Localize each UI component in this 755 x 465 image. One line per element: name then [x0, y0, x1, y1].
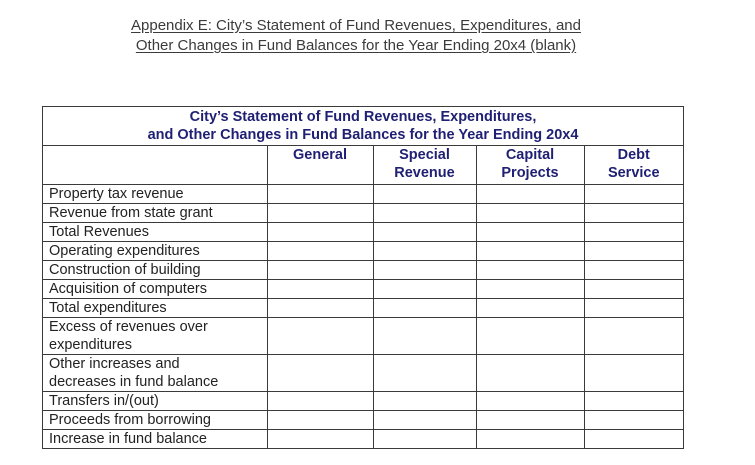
document-title	[0, 16, 712, 56]
table-row	[43, 411, 683, 430]
cell-special-revenue	[373, 355, 476, 392]
cell-general	[267, 280, 373, 299]
row-label	[43, 280, 267, 299]
table-heading-line-2: and Other Changes in Fund Balances for the Year Ending 20x4	[147, 127, 579, 143]
cell-debt-service	[584, 430, 683, 449]
cell-general	[267, 242, 373, 261]
row-label-line-1: Property tax revenue	[49, 186, 184, 202]
cell-special-revenue	[373, 430, 476, 449]
cell-debt-service	[584, 223, 683, 242]
cell-capital-projects	[476, 185, 584, 204]
cell-special-revenue	[373, 204, 476, 223]
cell-general	[267, 318, 373, 355]
column-header-debt-service: Debt Service	[584, 146, 683, 185]
table-row	[43, 318, 683, 355]
table-row	[43, 299, 683, 318]
table-row	[43, 261, 683, 280]
cell-general	[267, 299, 373, 318]
row-label-line-1: Total Revenues	[49, 224, 149, 240]
cell-special-revenue	[373, 411, 476, 430]
row-label-line-1: Proceeds from borrowing	[49, 412, 211, 428]
cell-special-revenue	[373, 242, 476, 261]
cell-capital-projects	[476, 242, 584, 261]
cell-capital-projects	[476, 411, 584, 430]
table-row	[43, 280, 683, 299]
table-row	[43, 223, 683, 242]
row-label	[43, 355, 267, 392]
row-label-line-1: Increase in fund balance	[49, 431, 207, 447]
cell-special-revenue	[373, 223, 476, 242]
row-label	[43, 185, 267, 204]
cell-capital-projects	[476, 280, 584, 299]
table-row	[43, 242, 683, 261]
cell-debt-service	[584, 204, 683, 223]
cell-debt-service	[584, 242, 683, 261]
cell-general	[267, 204, 373, 223]
cell-general	[267, 261, 373, 280]
cell-debt-service	[584, 411, 683, 430]
row-label	[43, 318, 267, 355]
cell-special-revenue	[373, 280, 476, 299]
cell-debt-service	[584, 185, 683, 204]
row-label	[43, 261, 267, 280]
cell-general	[267, 355, 373, 392]
cell-capital-projects	[476, 299, 584, 318]
cell-debt-service	[584, 261, 683, 280]
cell-debt-service	[584, 318, 683, 355]
cell-capital-projects	[476, 261, 584, 280]
row-label-line-1: Revenue from state grant	[49, 205, 213, 221]
cell-capital-projects	[476, 355, 584, 392]
row-label-line-1: Other increases and	[49, 356, 180, 372]
cell-general	[267, 392, 373, 411]
cell-debt-service	[584, 299, 683, 318]
cell-special-revenue	[373, 392, 476, 411]
row-label	[43, 411, 267, 430]
row-label	[43, 430, 267, 449]
cell-capital-projects	[476, 204, 584, 223]
cell-special-revenue	[373, 261, 476, 280]
table-row	[43, 355, 683, 392]
row-label	[43, 223, 267, 242]
cell-debt-service	[584, 392, 683, 411]
cell-general	[267, 430, 373, 449]
row-label-line-1: Excess of revenues over	[49, 319, 208, 335]
row-label-header	[43, 146, 267, 185]
table-row	[43, 204, 683, 223]
cell-debt-service	[584, 280, 683, 299]
table-heading	[43, 107, 683, 145]
cell-capital-projects	[476, 430, 584, 449]
row-label-line-1: Acquisition of computers	[49, 281, 207, 297]
row-label-line-1: Operating expenditures	[49, 243, 200, 259]
cell-capital-projects	[476, 223, 584, 242]
cell-special-revenue	[373, 185, 476, 204]
table-row	[43, 430, 683, 449]
fund-statement-table	[42, 106, 684, 449]
cell-special-revenue	[373, 299, 476, 318]
row-label	[43, 242, 267, 261]
statement-grid	[43, 145, 683, 448]
document-title-line-2: Other Changes in Fund Balances for the Year Ending 20x4 (blank)	[135, 37, 577, 54]
table-row	[43, 185, 683, 204]
cell-capital-projects	[476, 392, 584, 411]
row-label-line-1: Construction of building	[49, 262, 201, 278]
cell-general	[267, 223, 373, 242]
table-heading-line-1: City’s Statement of Fund Revenues, Expenditures,	[189, 109, 537, 125]
row-label-line-1: Transfers in/(out)	[49, 393, 159, 409]
column-header-special-revenue: Special Revenue	[373, 146, 476, 185]
row-label	[43, 299, 267, 318]
row-label-line-2: expenditures	[49, 337, 133, 353]
cell-general	[267, 411, 373, 430]
row-label-line-2: decreases in fund balance	[49, 374, 219, 390]
row-label	[43, 204, 267, 223]
cell-general	[267, 185, 373, 204]
row-label	[43, 392, 267, 411]
column-header-general: General	[267, 146, 373, 185]
column-header-row	[43, 146, 683, 185]
cell-capital-projects	[476, 318, 584, 355]
cell-debt-service	[584, 355, 683, 392]
column-header-capital-projects: Capital Projects	[476, 146, 584, 185]
row-label-line-1: Total expenditures	[49, 300, 167, 316]
cell-special-revenue	[373, 318, 476, 355]
document-title-line-1: Appendix E: City’s Statement of Fund Revenues, Expenditures, and	[131, 17, 581, 34]
table-row	[43, 392, 683, 411]
